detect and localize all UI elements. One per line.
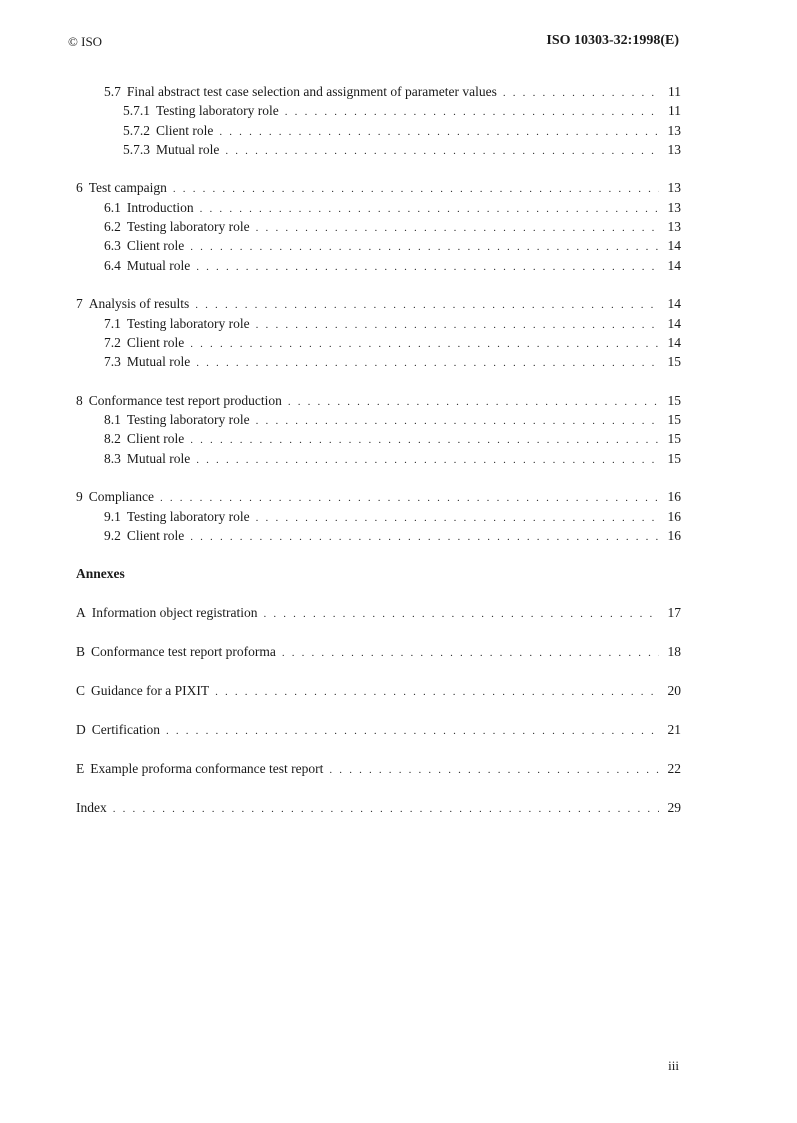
toc-entry[interactable] [76, 238, 681, 257]
toc-entry[interactable] [76, 180, 681, 199]
toc-entry-page: 13 [667, 141, 681, 157]
annex-entry[interactable] [76, 605, 681, 624]
annex-entry[interactable] [76, 761, 681, 780]
toc-entry-title: Conformance test report production [88, 392, 282, 408]
leader-dots [256, 415, 659, 427]
toc-entry-page: 15 [667, 354, 681, 370]
toc-entry[interactable] [76, 258, 681, 277]
leader-dots [200, 203, 659, 215]
toc-entry-title: Introduction [126, 199, 194, 215]
toc-entry-title: Testing laboratory role [126, 508, 250, 524]
toc-entry-title: Mutual role [156, 141, 220, 157]
leader-dots [173, 183, 659, 195]
toc-entry-page: 15 [667, 392, 681, 408]
toc-entry[interactable] [76, 335, 681, 354]
toc-entry-number: 7.3 [104, 354, 121, 370]
toc-entry-page: 11 [668, 103, 681, 119]
toc-entry-title: Test campaign [88, 180, 167, 196]
toc-entry-number: 8.2 [104, 431, 121, 447]
leader-dots [256, 222, 659, 234]
toc-entry-number: 7.2 [104, 334, 121, 350]
toc-entry[interactable] [76, 509, 681, 528]
toc-entry-title: Final abstract test case selection and assignment of parameter values [126, 84, 497, 99]
toc-entry-title: Client role [126, 334, 185, 350]
annex-letter: D [76, 721, 86, 737]
toc-entry-number: 7.1 [104, 315, 121, 331]
annex-letter: B [76, 644, 86, 660]
toc-entry[interactable] [76, 84, 681, 103]
annex-letter: C [76, 682, 86, 698]
table-of-contents [76, 84, 681, 838]
annex-title: Information object registration [91, 605, 258, 621]
toc-entry[interactable] [76, 296, 681, 315]
toc-entry-page: 15 [667, 431, 681, 447]
toc-entry-number: 5.7 [104, 84, 121, 99]
annexes-heading: Annexes [76, 566, 125, 582]
toc-entry-page: 14 [667, 257, 681, 273]
toc-entry-page: 16 [667, 508, 681, 524]
leader-dots [285, 106, 659, 118]
leader-dots [190, 241, 659, 253]
toc-entry[interactable] [76, 123, 681, 142]
toc-entry-page: 13 [667, 199, 681, 215]
leader-dots [160, 492, 659, 504]
leader-dots [282, 647, 659, 659]
toc-entry-number: 5.7.3 [123, 141, 150, 157]
toc-entry-title: Testing laboratory role [126, 315, 250, 331]
toc-entry-number: 5.7.2 [123, 122, 150, 138]
toc-entry-title: Testing laboratory role [156, 103, 279, 119]
annex-letter: E [76, 760, 85, 776]
leader-dots [256, 319, 659, 331]
toc-entry-title: Client role [126, 431, 185, 447]
index-page: 29 [667, 799, 681, 815]
toc-entry[interactable] [76, 393, 681, 412]
toc-entry-title: Analysis of results [88, 296, 190, 312]
page-number: iii [668, 1058, 679, 1073]
toc-entry[interactable] [76, 451, 681, 470]
annex-page: 18 [667, 644, 681, 660]
leader-dots [263, 608, 659, 620]
toc-entry-number: 8.1 [104, 412, 121, 428]
toc-entry-title: Testing laboratory role [126, 219, 250, 235]
leader-dots [166, 725, 659, 737]
toc-group [76, 393, 681, 470]
leader-dots [215, 686, 659, 698]
toc-entry-page: 14 [667, 334, 681, 350]
index-entry[interactable] [76, 800, 681, 819]
toc-entry-page: 16 [667, 527, 681, 543]
toc-entry-number: 9.1 [104, 508, 121, 524]
toc-entry-number: 6.3 [104, 238, 121, 254]
toc-entry-number: 6.1 [104, 199, 121, 215]
leader-dots [196, 454, 659, 466]
annex-page: 22 [667, 760, 681, 776]
toc-entry[interactable] [76, 219, 681, 238]
toc-entry-title: Client role [156, 122, 214, 138]
annex-title: Guidance for a PIXIT [91, 682, 210, 698]
index-title: Index [76, 799, 107, 815]
annex-title: Conformance test report proforma [91, 644, 276, 660]
toc-entry-page: 15 [667, 450, 681, 466]
toc-entry-page: 14 [667, 238, 681, 254]
header-copyright: © ISO [68, 34, 103, 49]
leader-dots [190, 531, 659, 543]
leader-dots [225, 145, 659, 157]
toc-entry-page: 14 [667, 296, 681, 312]
toc-entry[interactable] [76, 412, 681, 431]
leader-dots [190, 338, 659, 350]
toc-entry[interactable] [76, 528, 681, 547]
toc-entry-page: 15 [667, 412, 681, 428]
toc-entry-number: 6.2 [104, 219, 121, 235]
annex-title: Example proforma conformance test report [90, 760, 324, 776]
toc-entry-number: 8.3 [104, 450, 121, 466]
toc-group [76, 489, 681, 547]
toc-entry-page: 13 [667, 180, 681, 196]
leader-dots [190, 434, 659, 446]
leader-dots [196, 357, 659, 369]
toc-entry-number: 6 [76, 180, 83, 196]
toc-entry-title: Mutual role [126, 257, 191, 273]
toc-entry-page: 16 [667, 489, 681, 505]
annex-letter: A [76, 605, 86, 621]
annex-page: 17 [667, 605, 681, 621]
annex-list [76, 605, 681, 819]
leader-dots [113, 803, 659, 815]
annex-page: 20 [667, 682, 681, 698]
annex-title: Certification [91, 721, 160, 737]
toc-entry-page: 13 [667, 219, 681, 235]
toc-entry[interactable] [76, 354, 681, 373]
toc-entry-number: 5.7.1 [123, 103, 150, 119]
toc-entry-title: Mutual role [126, 354, 191, 370]
annex-entry[interactable] [76, 644, 681, 663]
toc-entry[interactable] [76, 103, 681, 122]
toc-entry-number: 7 [76, 296, 83, 312]
toc-entry-page: 14 [667, 315, 681, 331]
toc-group [76, 84, 681, 161]
leader-dots [329, 764, 659, 776]
toc-entry[interactable] [76, 316, 681, 335]
header-standard-id: ISO 10303-32:1998(E) [546, 33, 679, 48]
toc-entry[interactable] [76, 142, 681, 161]
toc-entry-number: 9.2 [104, 527, 121, 543]
toc-entry-title: Testing laboratory role [126, 412, 250, 428]
toc-group [76, 180, 681, 276]
leader-dots [219, 126, 659, 138]
toc-entry[interactable] [76, 431, 681, 450]
toc-entry-number: 9 [76, 489, 83, 505]
annex-entry[interactable] [76, 722, 681, 741]
toc-entry-page: 13 [667, 122, 681, 138]
leader-dots [503, 87, 659, 99]
leader-dots [288, 396, 659, 408]
annex-page: 21 [667, 721, 681, 737]
leader-dots [195, 299, 659, 311]
leader-dots [196, 261, 659, 273]
toc-entry-number: 6.4 [104, 257, 121, 273]
toc-entry-title: Compliance [88, 489, 154, 505]
toc-entry-title: Mutual role [126, 450, 191, 466]
toc-entry-title: Client role [126, 527, 185, 543]
toc-entry-title: Client role [126, 238, 185, 254]
toc-entry[interactable] [76, 489, 681, 508]
toc-entry[interactable] [76, 200, 681, 219]
toc-entry-page: 11 [668, 84, 681, 99]
leader-dots [256, 512, 659, 524]
toc-entry-number: 8 [76, 392, 83, 408]
toc-group [76, 296, 681, 373]
annex-entry[interactable] [76, 683, 681, 702]
